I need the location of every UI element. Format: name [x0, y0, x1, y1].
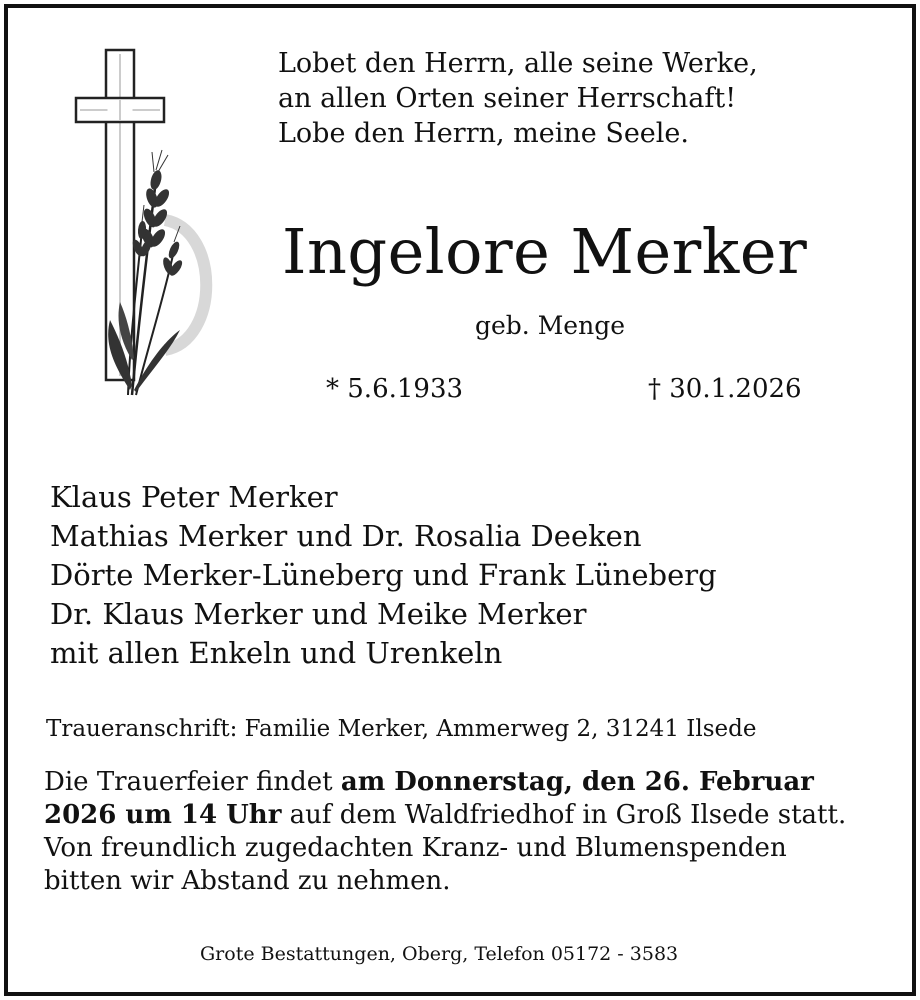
bible-verse [278, 46, 758, 151]
funeral-service-info [44, 766, 846, 898]
mourner-line: mit allen Enkeln und Urenkeln [50, 636, 503, 670]
funeral-home-contact: Grote Bestattungen, Oberg, Telefon 05172 - 3583 [200, 943, 679, 965]
mourner-line: Dörte Merker-Lüneberg und Frank Lüneberg [50, 558, 717, 592]
service-text: Die Trauerfeier findet [44, 767, 341, 797]
service-line-2 [44, 799, 846, 832]
mourner-line: Mathias Merker und Dr. Rosalia Deeken [50, 519, 642, 553]
service-location: auf dem Waldfriedhof in Groß Ilsede statt. [281, 800, 847, 830]
verse-line: Lobe den Herrn, meine Seele. [278, 118, 689, 149]
service-line-1 [44, 766, 846, 799]
mourner-line: Klaus Peter Merker [50, 480, 338, 514]
mourner-line: Dr. Klaus Merker und Meike Merker [50, 597, 587, 631]
birth-date: * 5.6.1933 [326, 374, 464, 404]
maiden-name: geb. Menge [475, 311, 625, 340]
verse-line: Lobet den Herrn, alle seine Werke, [278, 48, 758, 79]
verse-line: an allen Orten seiner Herrschaft! [278, 83, 737, 114]
service-date: am Donnerstag, den 26. Februar [340, 767, 814, 797]
deceased-name: Ingelore Merker [282, 215, 808, 288]
death-date: † 30.1.2026 [648, 374, 802, 404]
mourning-address: Traueranschrift: Familie Merker, Ammerweg 2, 31241 Ilsede [46, 716, 757, 742]
mourners-list [50, 478, 717, 673]
service-line-4: bitten wir Abstand zu nehmen. [44, 866, 451, 896]
service-time: 2026 um 14 Uhr [44, 800, 282, 830]
cross-with-wheat-icon [70, 40, 220, 410]
service-line-3: Von freundlich zugedachten Kranz- und Blumenspenden [44, 833, 787, 863]
